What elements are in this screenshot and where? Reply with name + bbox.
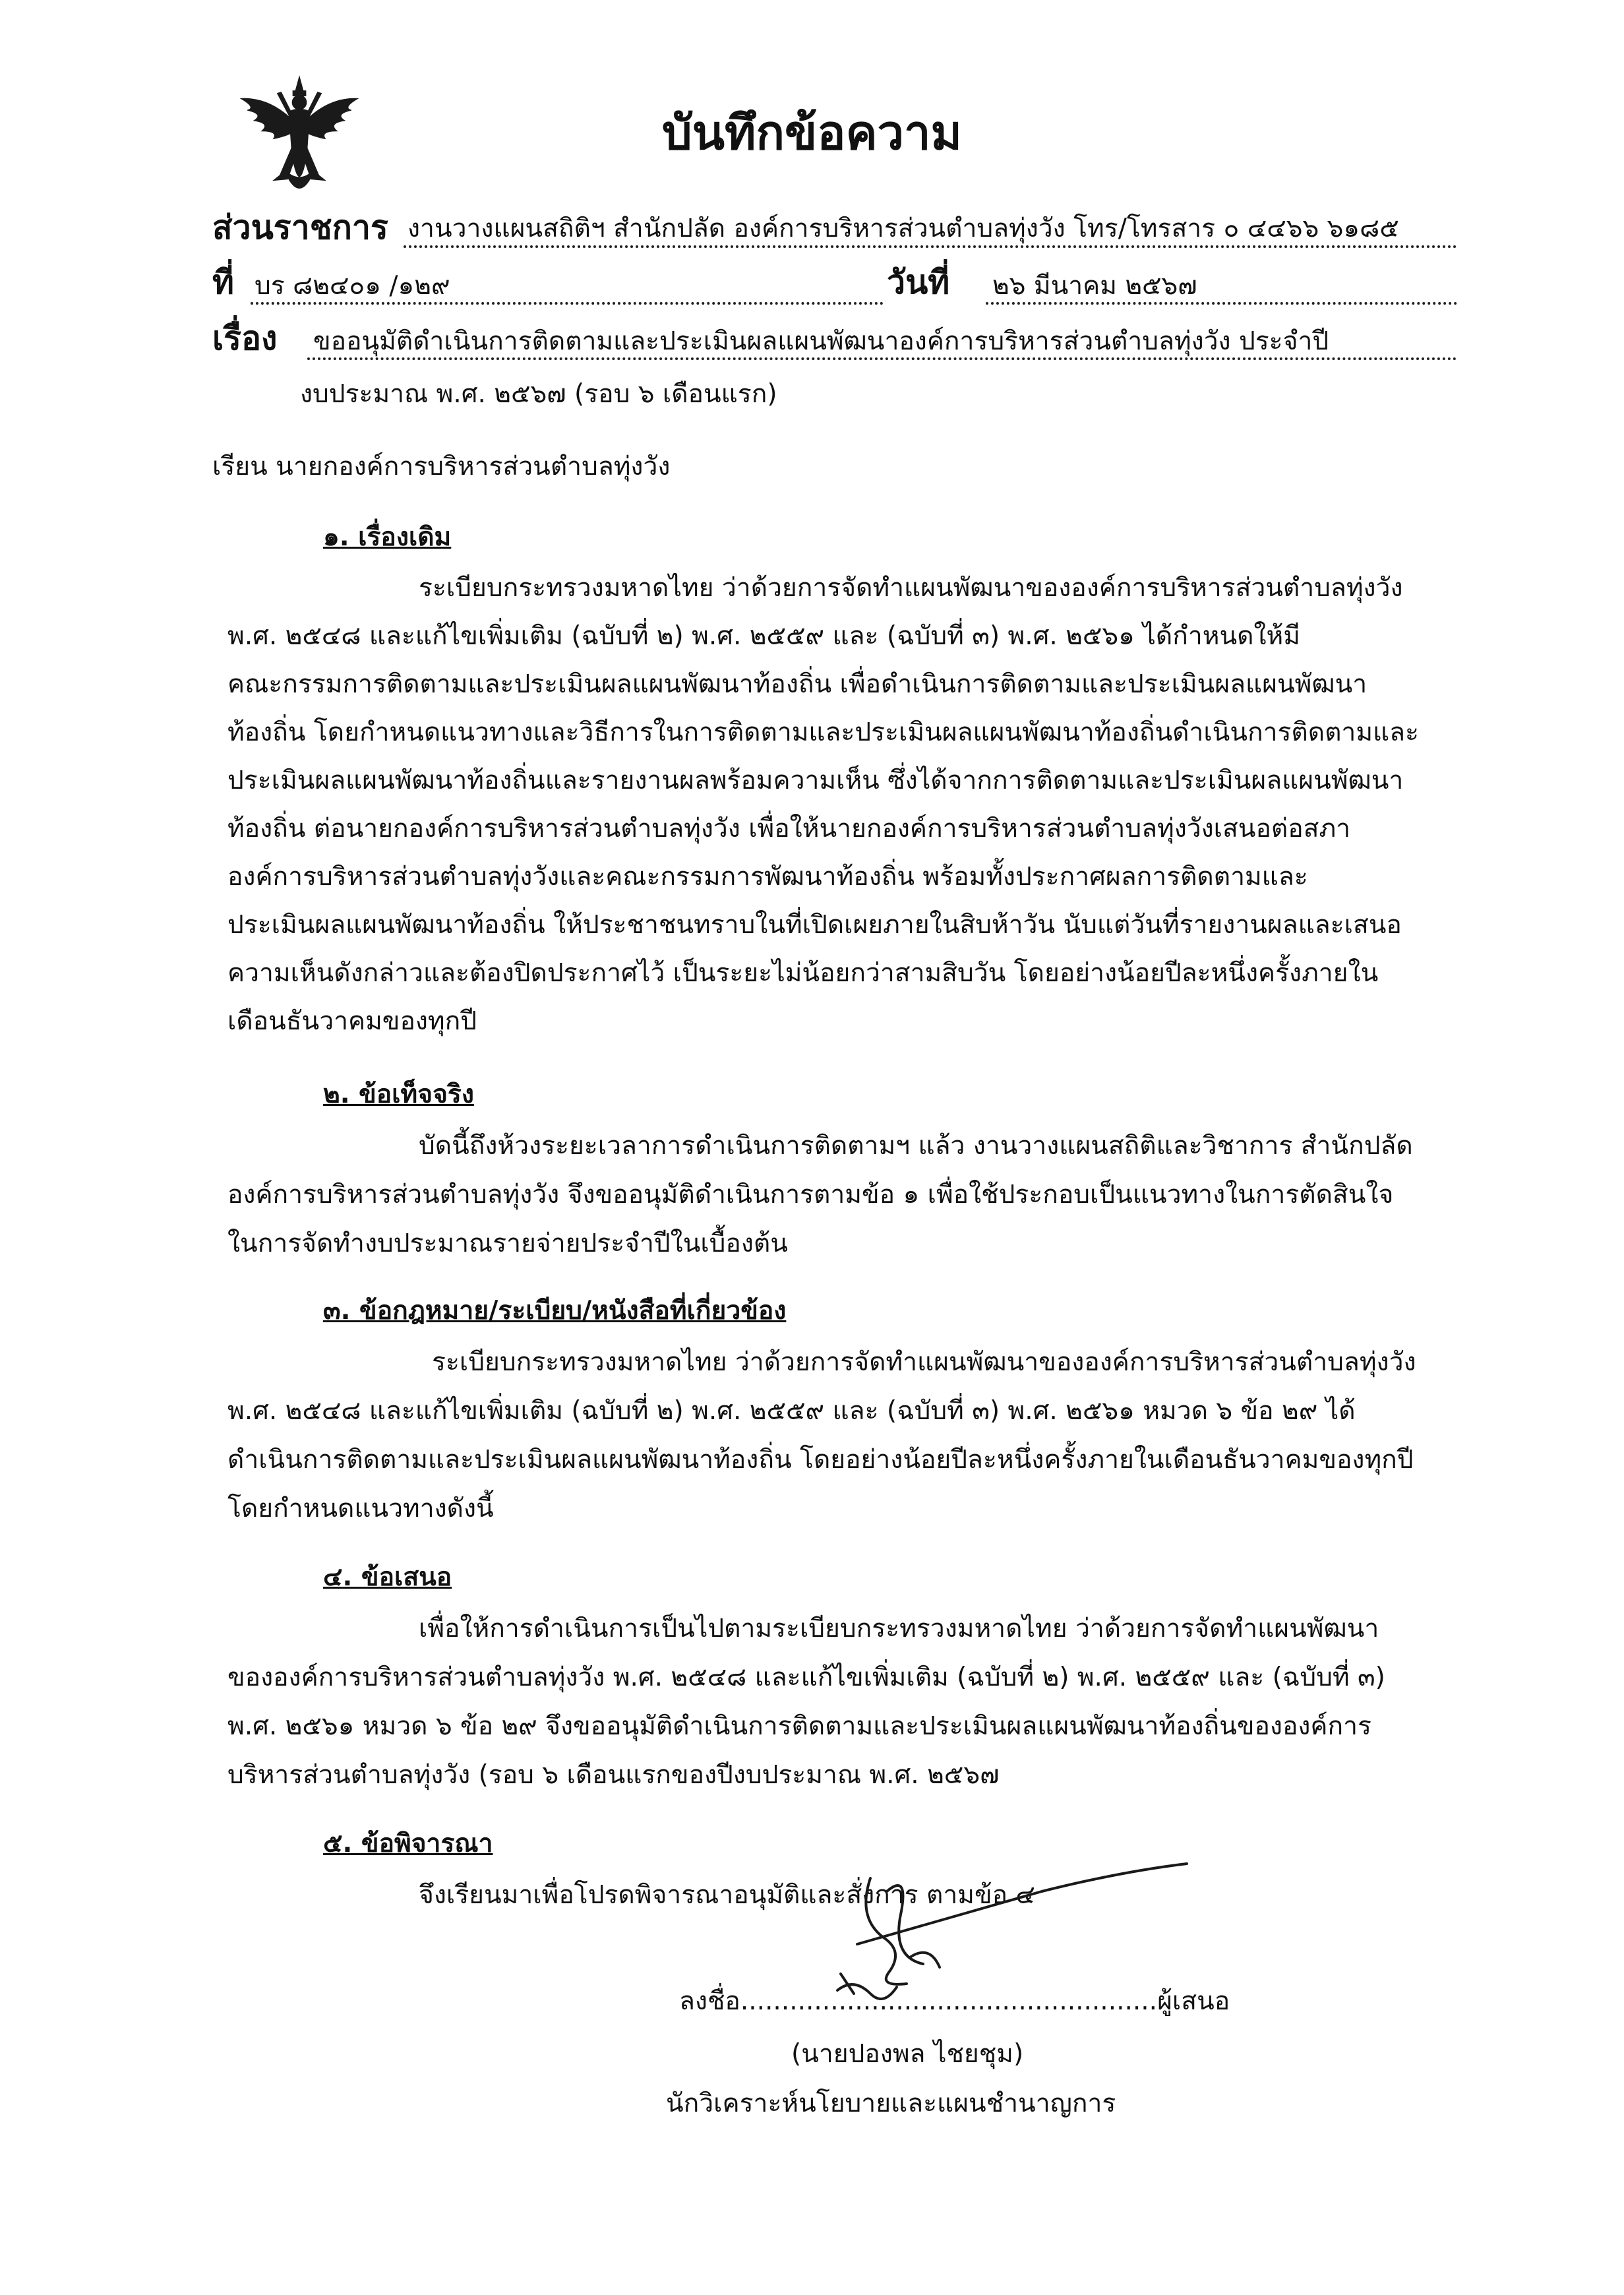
section-1-line: องค์การบริหารส่วนตำบลทุ่งวังและคณะกรรมการพัฒนาท้องถิ่น พร้อมทั้งประกาศผลการติดตามและ xyxy=(227,862,1308,892)
agency-value: งานวางแผนสถิติฯ สำนักปลัด องค์การบริหารส่วนตำบลทุ่งวัง โทร/โทรสาร ๐ ๔๔๖๖ ๖๑๘๕ xyxy=(407,214,1399,243)
section-3-line: ดำเนินการติดตามและประเมินผลแผนพัฒนาท้องถิ่น โดยอย่างน้อยปีละหนึ่งครั้งภายในเดือนธันวาคมของทุกปี xyxy=(227,1445,1414,1475)
ref-label: ที่ xyxy=(212,263,234,301)
sign-line: ลงชื่อ...................................................ผู้เสนอ xyxy=(679,1986,1230,2016)
date-label: วันที่ xyxy=(887,263,950,301)
section-1-line: ระเบียบกระทรวงมหาดไทย ว่าด้วยการจัดทำแผนพัฒนาขององค์การบริหารส่วนตำบลทุ่งวัง xyxy=(419,573,1403,603)
section-3-heading: ๓. ข้อกฎหมาย/ระเบียบ/หนังสือที่เกี่ยวข้อง xyxy=(323,1296,787,1326)
section-2-line: องค์การบริหารส่วนตำบลทุ่งวัง จึงขออนุมัติดำเนินการตามข้อ ๑ เพื่อใช้ประกอบเป็นแนวทางในการตัดสินใจ xyxy=(227,1180,1394,1209)
section-4-line: ขององค์การบริหารส่วนตำบลทุ่งวัง พ.ศ. ๒๕๔๘ และแก้ไขเพิ่มเติม (ฉบับที่ ๒) พ.ศ. ๒๕๕๙ และ (ฉบับที่ ๓) xyxy=(227,1663,1385,1692)
section-4-line: เพื่อให้การดำเนินการเป็นไปตามระเบียบกระทรวงมหาดไทย ว่าด้วยการจัดทำแผนพัฒนา xyxy=(419,1614,1379,1643)
date-value: ๒๖ มีนาคม ๒๕๖๗ xyxy=(992,271,1197,301)
subject-dotline xyxy=(307,357,1457,360)
section-1-line: ประเมินผลแผนพัฒนาท้องถิ่น ให้ประชาชนทราบในที่เปิดเผยภายในสิบห้าวัน นับแต่วันที่รายงานผลและเสนอ xyxy=(227,910,1402,940)
section-1-line: ความเห็นดังกล่าวและต้องปิดประกาศไว้ เป็นระยะไม่น้อยกว่าสามสิบวัน โดยอย่างน้อยปีละหนึ่งครั้งภายใน xyxy=(227,958,1379,988)
section-3-line: ระเบียบกระทรวงมหาดไทย ว่าด้วยการจัดทำแผนพัฒนาขององค์การบริหารส่วนตำบลทุ่งวัง xyxy=(432,1347,1416,1377)
subject-line-2: งบประมาณ พ.ศ. ๒๕๖๗ (รอบ ๖ เดือนแรก) xyxy=(300,379,777,409)
section-2-line: บัดนี้ถึงห้วงระยะเวลาการดำเนินการติดตามฯ แล้ว งานวางแผนสถิติและวิชาการ สำนักปลัด xyxy=(419,1131,1413,1161)
section-5-line: จึงเรียนมาเพื่อโปรดพิจารณาอนุมัติและสั่งการ ตามข้อ ๔ xyxy=(419,1880,1035,1910)
section-1-line: ท้องถิ่น โดยกำหนดแนวทางและวิธีการในการติดตามและประเมินผลแผนพัฒนาท้องถิ่นดำเนินการติดตามและ xyxy=(227,718,1420,747)
agency-dotline xyxy=(404,245,1457,248)
signer-position: นักวิเคราะห์นโยบายและแผนชำนาญการ xyxy=(666,2089,1116,2118)
section-4-heading: ๔. ข้อเสนอ xyxy=(323,1562,452,1592)
subject-label: เรื่อง xyxy=(212,319,278,357)
date-dotline xyxy=(986,302,1457,305)
ref-dotline xyxy=(251,302,884,305)
section-3-line: พ.ศ. ๒๕๔๘ และแก้ไขเพิ่มเติม (ฉบับที่ ๒) พ.ศ. ๒๕๕๙ และ (ฉบับที่ ๓) พ.ศ. ๒๕๖๑ หมวด ๖ ข้อ ๒๙ ได้ xyxy=(227,1396,1356,1426)
section-3-line: โดยกำหนดแนวทางดังนี้ xyxy=(227,1494,494,1523)
section-1-line: พ.ศ. ๒๕๔๘ และแก้ไขเพิ่มเติม (ฉบับที่ ๒) พ.ศ. ๒๕๕๙ และ (ฉบับที่ ๓) พ.ศ. ๒๕๖๑ ได้กำหนดให้มี xyxy=(227,621,1300,651)
agency-label: ส่วนราชการ xyxy=(212,208,388,247)
salutation: เรียน นายกองค์การบริหารส่วนตำบลทุ่งวัง xyxy=(212,452,671,481)
section-1-heading: ๑. เรื่องเดิม xyxy=(323,522,452,552)
signer-name: (นายปองพล ไชยชุม) xyxy=(791,2039,1024,2069)
page-title: บันทึกข้อความ xyxy=(662,105,962,160)
section-2-heading: ๒. ข้อเท็จจริง xyxy=(323,1080,474,1109)
section-1-line: ประเมินผลแผนพัฒนาท้องถิ่นและรายงานผลพร้อมความเห็น ซึ่งได้จากการติดตามและประเมินผลแผนพัฒนา xyxy=(227,766,1404,795)
subject-line-1: ขออนุมัติดำเนินการติดตามและประเมินผลแผนพัฒนาองค์การบริหารส่วนตำบลทุ่งวัง ประจำปี xyxy=(313,326,1329,356)
section-1-line: คณะกรรมการติดตามและประเมินผลแผนพัฒนาท้องถิ่น เพื่อดำเนินการติดตามและประเมินผลแผนพัฒนา xyxy=(227,669,1368,699)
section-2-line: ในการจัดทำงบประมาณรายจ่ายประจำปีในเบื้องต้น xyxy=(227,1229,788,1258)
section-1-line: ท้องถิ่น ต่อนายกองค์การบริหารส่วนตำบลทุ่งวัง เพื่อให้นายกองค์การบริหารส่วนตำบลทุ่งวังเสนอต่อสภา xyxy=(227,814,1351,843)
section-4-line: พ.ศ. ๒๕๖๑ หมวด ๖ ข้อ ๒๙ จึงขออนุมัติดำเนินการติดตามและประเมินผลแผนพัฒนาท้องถิ่นขององค์การ xyxy=(227,1711,1371,1741)
section-4-line: บริหารส่วนตำบลทุ่งวัง (รอบ ๖ เดือนแรกของปีงบประมาณ พ.ศ. ๒๕๖๗ xyxy=(227,1760,1000,1790)
ref-value: บร ๘๒๔๐๑ /๑๒๙ xyxy=(255,271,450,301)
section-1-line: เดือนธันวาคมของทุกปี xyxy=(227,1006,477,1036)
section-5-heading: ๕. ข้อพิจารณา xyxy=(323,1829,493,1858)
